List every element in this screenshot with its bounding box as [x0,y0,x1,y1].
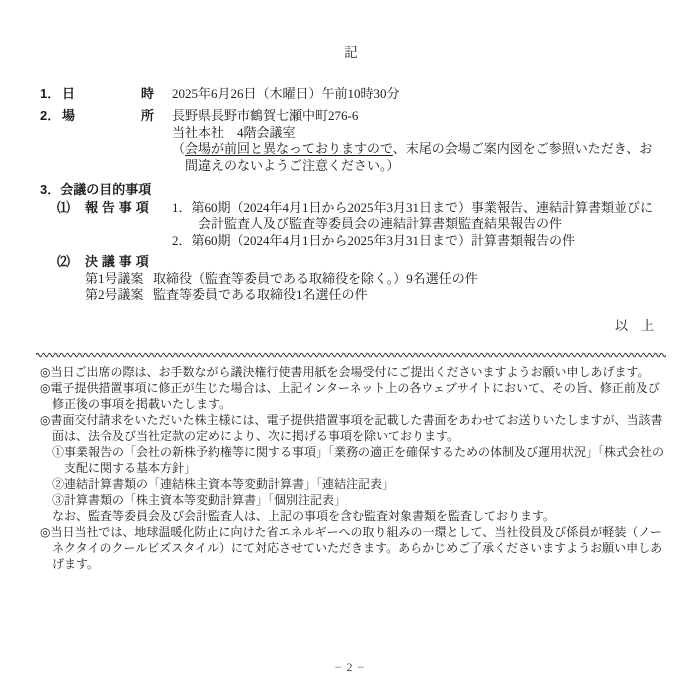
note-excluded-item-3: ③計算書類の「株主資本等変動計算書」「個別注記表」 [52,493,347,507]
note-cool-biz: ◎当日当社では、地球温暖化防止に向けた省エネルギーへの取り組みの一環として、当社役員及び係員が軽装（ノーネクタイのクールビズスタイル）にて対応させていただきます。あらかじめご了承くださいますようお願い申しあげます。 [40,525,663,571]
date-label-text [62,86,154,103]
note-attendance: ◎当日ご出席の際は、お手数ながら議決権行使書用紙を会場受付にご提出くださいますようお願い申しあげます。 [40,365,650,379]
date-label-start: 日 [62,85,76,101]
report-item-1: 1．第60期（2024年4月1日から2025年3月31日まで）事業報告、連結計算書類並びに会計監査人及び監査等委員会の連結計算書類監査結果報告の件 [172,199,654,231]
note-electronic-correction: ◎電子提供措置事項に修正が生じた場合は、上記インターネット上の各ウェブサイトにおいて、その旨、修正前及び修正後の事項を掲載いたします。 [40,381,660,411]
date-label-end: 時 [140,85,154,101]
report-item-2: 2．第60期（2024年4月1日から2025年3月31日まで）計算書類報告の件 [172,232,576,248]
proposal-2-text: 監査等委員である取締役1名選任の件 [153,287,368,302]
note-paper-copy: ◎書面交付請求をいただいた株主様には、電子提供措置事項を記載した書面をあわせてお送りいたしますが、当該書面は、法令及び当社定款の定めにより、次に掲げる事項を除いております。 [40,413,663,443]
place-label-text [62,108,154,125]
place-number: 2． [40,108,61,123]
proposal-1-text: 取締役（監査等委員である取締役を除く。）9名選任の件 [153,270,478,286]
proposal-row-2 [85,287,662,304]
wavy-separator-line [36,350,666,360]
place-label-start: 場 [62,108,76,123]
date-label [40,86,172,103]
page-number: − 2 − [334,659,366,674]
agenda-title: 会議の目的事項 [60,182,152,197]
report-items [172,200,661,250]
agenda-number: 3． [40,182,61,197]
resolution-section-label: 決議事項 [85,254,153,269]
note-excluded-item-2: ②連結計算書類の「連結株主資本等変動計算書」「連結注記表」 [52,477,395,491]
date-value: 2025年6月26日（木曜日）午前10時30分 [172,85,400,101]
place-label [40,108,172,125]
place-value [172,108,662,174]
proposal-2-label: 第2号議案 [85,287,144,302]
resolution-section [57,254,662,271]
report-section-number: ⑴ [57,199,71,215]
place-row [40,108,662,174]
place-room: 当社本社 4階会議室 [172,124,296,140]
place-caution [172,141,662,174]
closing-text: 以 上 [614,317,654,333]
note-audit-remark: なお、監査等委員会及び会計監査人は、上記の事項を含む監査対象書類を監査しております。 [52,509,556,523]
resolution-section-number: ⑵ [57,254,71,269]
proposal-1-label: 第1号議案 [85,270,144,286]
place-caution-rest: 、末尾の会場ご案内図をご参照いただき、お間違えのないようご注意ください。） [185,141,653,173]
agenda-heading [40,182,662,199]
date-number: 1． [40,85,61,101]
note-excluded-item-1: ①事業報告の「会社の新株予約権等に関する事項」「業務の適正を確保するための体制及び運用状況」「株式会社の支配に関する基本方針」 [52,445,665,475]
report-section-label: 報告事項 [85,199,153,215]
proposal-row-1 [85,271,662,288]
place-caution-underlined: 会場が前回と異なっておりますので [185,141,393,156]
proposal-list [85,271,662,304]
place-address: 長野県長野市鶴賀七瀬中町276-6 [172,108,359,123]
place-label-end: 所 [140,108,154,123]
place-caution-open: （ [172,141,186,156]
date-row [40,86,662,103]
document-heading: 記 [344,45,358,60]
notes-section [40,364,668,572]
report-section [57,200,662,250]
